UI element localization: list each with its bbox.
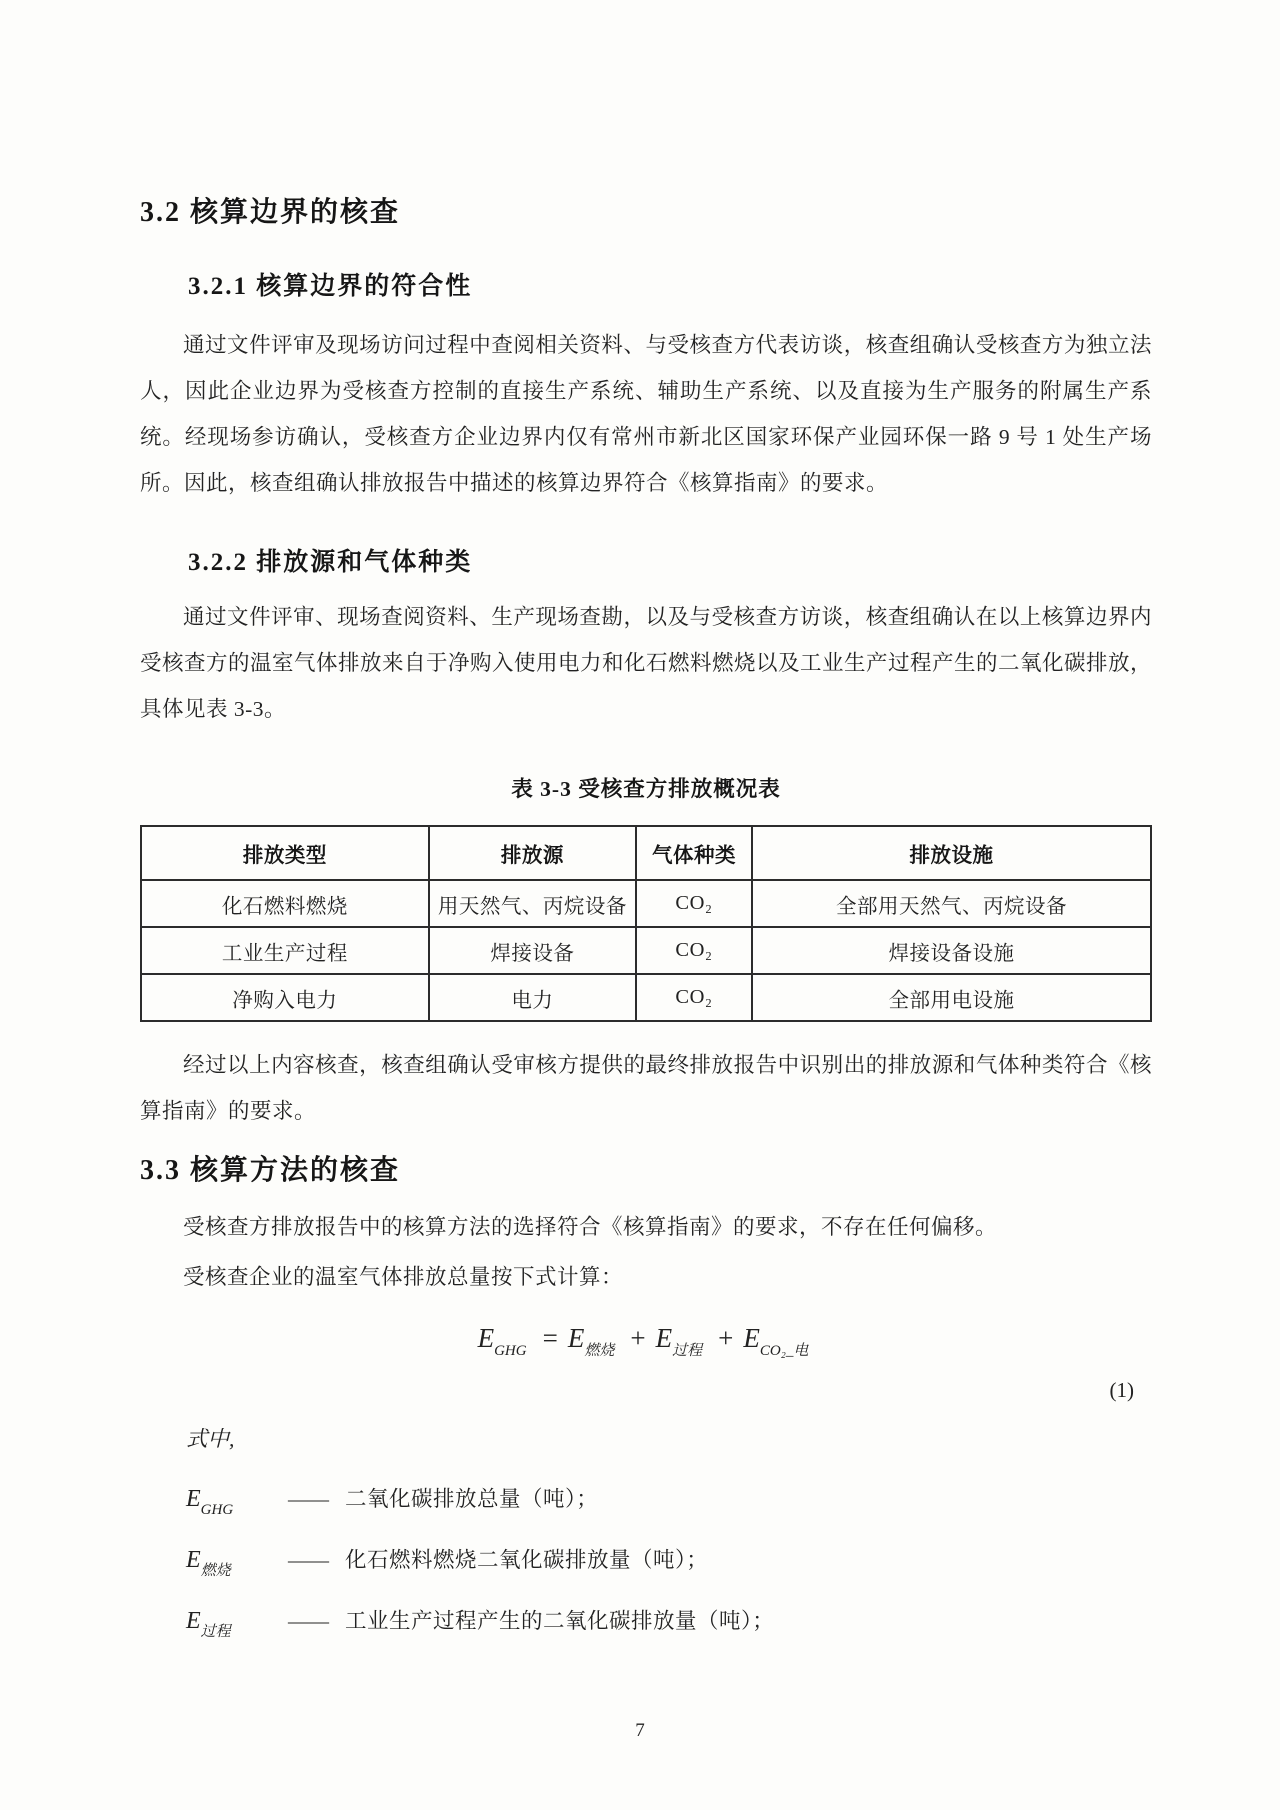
table-row	[141, 927, 1151, 974]
section-3-2-1-title: 3.2.1 核算边界的符合性	[188, 273, 473, 300]
definition-row-ghg	[140, 1481, 1152, 1520]
definition-term-base: E	[186, 1608, 201, 1634]
page-number: 7	[635, 1720, 645, 1741]
section-3-3-title: 3.3 核算方法的核查	[140, 1155, 401, 1186]
formula-term3-subscript: CO₂_电	[759, 1343, 809, 1359]
table-row	[141, 974, 1151, 1021]
definition-text: 工业生产过程产生的二氧化碳排放量（吨）；	[345, 1609, 775, 1633]
formula-term2-subscript: 过程	[672, 1343, 703, 1359]
definition-term	[186, 1603, 282, 1642]
cell-emission-type: 净购入电力	[141, 974, 429, 1021]
header-emission-type: 排放类型	[141, 826, 429, 880]
definition-term-subscript: 过程	[200, 1624, 231, 1640]
section-3-2-2-title: 3.2.2 排放源和气体种类	[188, 549, 473, 576]
definition-row-process	[140, 1603, 1152, 1642]
formula-plus-sign-1: +	[630, 1323, 646, 1353]
section-3-2-1-paragraph: 通过文件评审及现场访问过程中查阅相关资料、与受核查方代表访谈，核查组确认受核查方为独立法人，因此企业边界为受核查方控制的直接生产系统、辅助生产系统、以及直接为生产服务的附属生产系统。经现场参访确认，受核查方企业边界内仅有常州市新北区国家环保产业园环保一路 9 号 1 处生产场所。因此，核查组确认排放报告中描述的核算边界符合《核算指南》的要求。	[140, 333, 1152, 495]
definition-term	[186, 1481, 282, 1520]
definition-dash: ——	[288, 1548, 327, 1572]
cell-emission-type: 化石燃料燃烧	[141, 880, 429, 927]
formula-term2-base: E	[655, 1323, 673, 1353]
formula-lhs-base: E	[477, 1323, 495, 1353]
cell-emission-source: 用天然气、丙烷设备	[429, 880, 636, 927]
definition-term	[186, 1542, 282, 1581]
formula-number: (1)	[1109, 1378, 1134, 1402]
formula-term1-subscript: 燃烧	[584, 1343, 615, 1359]
emissions-overview-table	[140, 825, 1152, 1022]
formula-term3-base: E	[743, 1323, 760, 1353]
ghg-total-formula	[140, 1314, 1152, 1362]
definition-term-base: E	[186, 1486, 201, 1512]
section-3-2-2-paragraph: 通过文件评审、现场查阅资料、生产现场查勘，以及与受核查方访谈，核查组确认在以上核算边界内受核查方的温室气体排放来自于净购入使用电力和化石燃料燃烧以及工业生产过程产生的二氧化碳排放，具体见表 3-3。	[140, 605, 1153, 721]
definition-term-subscript: GHG	[200, 1502, 234, 1518]
cell-gas-type: CO₂	[636, 880, 752, 927]
cell-gas-type: CO₂	[636, 927, 752, 974]
table-header-row	[141, 826, 1151, 880]
definition-row-combustion	[140, 1542, 1152, 1581]
formula-plus-sign-2: +	[718, 1323, 734, 1353]
section-3-3-paragraph-2: 受核查企业的温室气体排放总量按下式计算：	[183, 1265, 624, 1289]
definition-text: 二氧化碳排放总量（吨）；	[345, 1487, 599, 1511]
formula-term1-base: E	[567, 1323, 585, 1353]
formula-equals-sign: =	[542, 1323, 558, 1353]
where-label: 式中,	[186, 1427, 235, 1451]
cell-emission-source: 电力	[429, 974, 636, 1021]
definition-term-base: E	[186, 1547, 201, 1573]
definition-dash: ——	[288, 1487, 327, 1511]
table-3-3-caption: 表 3-3 受核查方排放概况表	[511, 777, 781, 801]
formula-lhs-subscript: GHG	[494, 1343, 527, 1359]
cell-emission-source: 焊接设备	[429, 927, 636, 974]
cell-gas-type: CO₂	[636, 974, 752, 1021]
header-emission-source: 排放源	[429, 826, 636, 880]
cell-emission-facility: 全部用天然气、丙烷设备	[752, 880, 1151, 927]
cell-emission-facility: 焊接设备设施	[752, 927, 1151, 974]
section-3-2-2-closing-paragraph: 经过以上内容核查，核查组确认受审核方提供的最终排放报告中识别出的排放源和气体种类符合《核算指南》的要求。	[140, 1053, 1152, 1123]
definition-text: 化石燃料燃烧二氧化碳排放量（吨）；	[345, 1548, 709, 1572]
definition-term-subscript: 燃烧	[200, 1563, 231, 1579]
cell-emission-facility: 全部用电设施	[752, 974, 1151, 1021]
table-row	[141, 880, 1151, 927]
definition-dash: ——	[288, 1609, 327, 1633]
header-gas-type: 气体种类	[636, 826, 752, 880]
section-3-3-paragraph-1: 受核查方排放报告中的核算方法的选择符合《核算指南》的要求，不存在任何偏移。	[183, 1215, 998, 1239]
cell-emission-type: 工业生产过程	[141, 927, 429, 974]
section-3-2-title: 3.2 核算边界的核查	[140, 197, 401, 228]
header-emission-facility: 排放设施	[752, 826, 1151, 880]
